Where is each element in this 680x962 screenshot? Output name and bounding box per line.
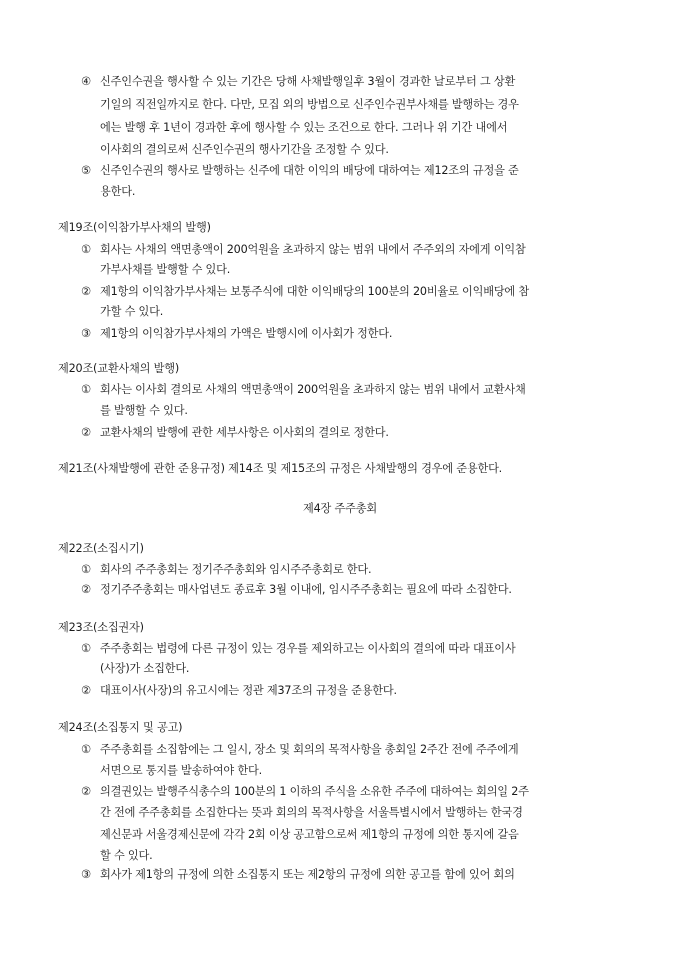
item-text-line: 를 발행할 수 있다. xyxy=(100,404,188,417)
item-text-line: 용한다. xyxy=(100,185,136,198)
item-number: ① xyxy=(81,743,91,756)
item-text-line: 이사회의 결의로써 신주인수권의 행사기간을 조정할 수 있다. xyxy=(100,143,389,156)
item-text-line: 주주총회는 법령에 다른 규정이 있는 경우를 제외하고는 이사회의 결의에 따라 대표이사 xyxy=(100,642,516,655)
article-heading: 제22조(소집시기) xyxy=(58,542,144,555)
chapter-heading: 제4장 주주총회 xyxy=(303,502,377,515)
item-number: ⑤ xyxy=(81,164,91,177)
item-text-line: 할 수 있다. xyxy=(100,849,153,862)
item-text-line: 신주인수권의 행사로 발행하는 신주에 대한 이익의 배당에 대하여는 제12조의 규정을 준 xyxy=(100,164,519,177)
item-text-line: 에는 발행 후 1년이 경과한 후에 행사할 수 있는 조건으로 한다. 그러나 위 기간 내에서 xyxy=(100,121,508,134)
item-text-line: 의결권있는 발행주식총수의 100분의 1 이하의 주식을 소유한 주주에 대하여는 회의일 2주 xyxy=(100,785,529,798)
item-number: ① xyxy=(81,563,91,576)
item-text-line: 가할 수 있다. xyxy=(100,305,164,318)
item-number: ① xyxy=(81,243,91,256)
item-text-line: 정기주주총회는 매사업년도 종료후 3월 이내에, 임시주주총회는 필요에 따라 소집한다. xyxy=(100,583,512,596)
item-number: ② xyxy=(81,285,91,298)
item-text-line: 주주총회를 소집함에는 그 일시, 장소 및 회의의 목적사항을 총회일 2주간 전에 주주에게 xyxy=(100,743,519,756)
item-text-line: 제1항의 이익참가부사채는 보통주식에 대한 이익배당의 100분의 20비율로 이익배당에 참 xyxy=(100,285,530,298)
item-number: ② xyxy=(81,426,91,439)
item-number: ③ xyxy=(81,327,91,340)
item-text-line: 간 전에 주주총회를 소집한다는 뜻과 회의의 목적사항을 서울특별시에서 발행하는 한국경 xyxy=(100,806,523,819)
item-text-line: (사장)가 소집한다. xyxy=(100,662,190,675)
item-number: ① xyxy=(81,383,91,396)
item-text-line: 제1항의 이익참가부사채의 가액은 발행시에 이사회가 정한다. xyxy=(100,327,393,340)
item-number: ② xyxy=(81,684,91,697)
item-text-line: 서면으로 통지를 발송하여야 한다. xyxy=(100,764,262,777)
item-number: ① xyxy=(81,642,91,655)
item-text-line: 회사는 이사회 결의로 사채의 액면총액이 200억원을 초과하지 않는 범위 내에서 교환사채 xyxy=(100,383,526,396)
item-number: ② xyxy=(81,785,91,798)
item-number: ④ xyxy=(81,75,91,88)
article-paragraph: 제21조(사채발행에 관한 준용규정) 제14조 및 제15조의 규정은 사채발행의 경우에 준용한다. xyxy=(58,462,503,475)
article-heading: 제19조(이익참가부사채의 발행) xyxy=(58,221,211,234)
item-text-line: 대표이사(사장)의 유고시에는 정관 제37조의 규정을 준용한다. xyxy=(100,684,397,697)
item-text-line: 제신문과 서울경제신문에 각각 2회 이상 공고함으로써 제1항의 규정에 의한 통지에 갈음 xyxy=(100,828,519,841)
item-text-line: 교환사채의 발행에 관한 세부사항은 이사회의 결의로 정한다. xyxy=(100,426,389,439)
article-heading: 제20조(교환사채의 발행) xyxy=(58,362,179,375)
article-heading: 제24조(소집통지 및 공고) xyxy=(58,721,183,734)
item-number: ③ xyxy=(81,868,91,881)
item-text-line: 회사가 제1항의 규정에 의한 소집통지 또는 제2항의 규정에 의한 공고를 함에 있어 회의 xyxy=(100,868,515,881)
item-text-line: 회사의 주주총회는 정기주주총회와 임시주주총회로 한다. xyxy=(100,563,372,576)
item-text-line: 가부사채를 발행할 수 있다. xyxy=(100,263,231,276)
article-heading: 제23조(소집권자) xyxy=(58,621,144,634)
item-text-line: 기일의 직전일까지로 한다. 다만, 모집 외의 방법으로 신주인수권부사채를 발행하는 경우 xyxy=(100,98,519,111)
item-text-line: 신주인수권을 행사할 수 있는 기간은 당해 사채발행일후 3월이 경과한 날로부터 그 상환 xyxy=(100,75,516,88)
item-number: ② xyxy=(81,583,91,596)
item-text-line: 회사는 사채의 액면총액이 200억원을 초과하지 않는 범위 내에서 주주외의 자에게 이익참 xyxy=(100,243,526,256)
